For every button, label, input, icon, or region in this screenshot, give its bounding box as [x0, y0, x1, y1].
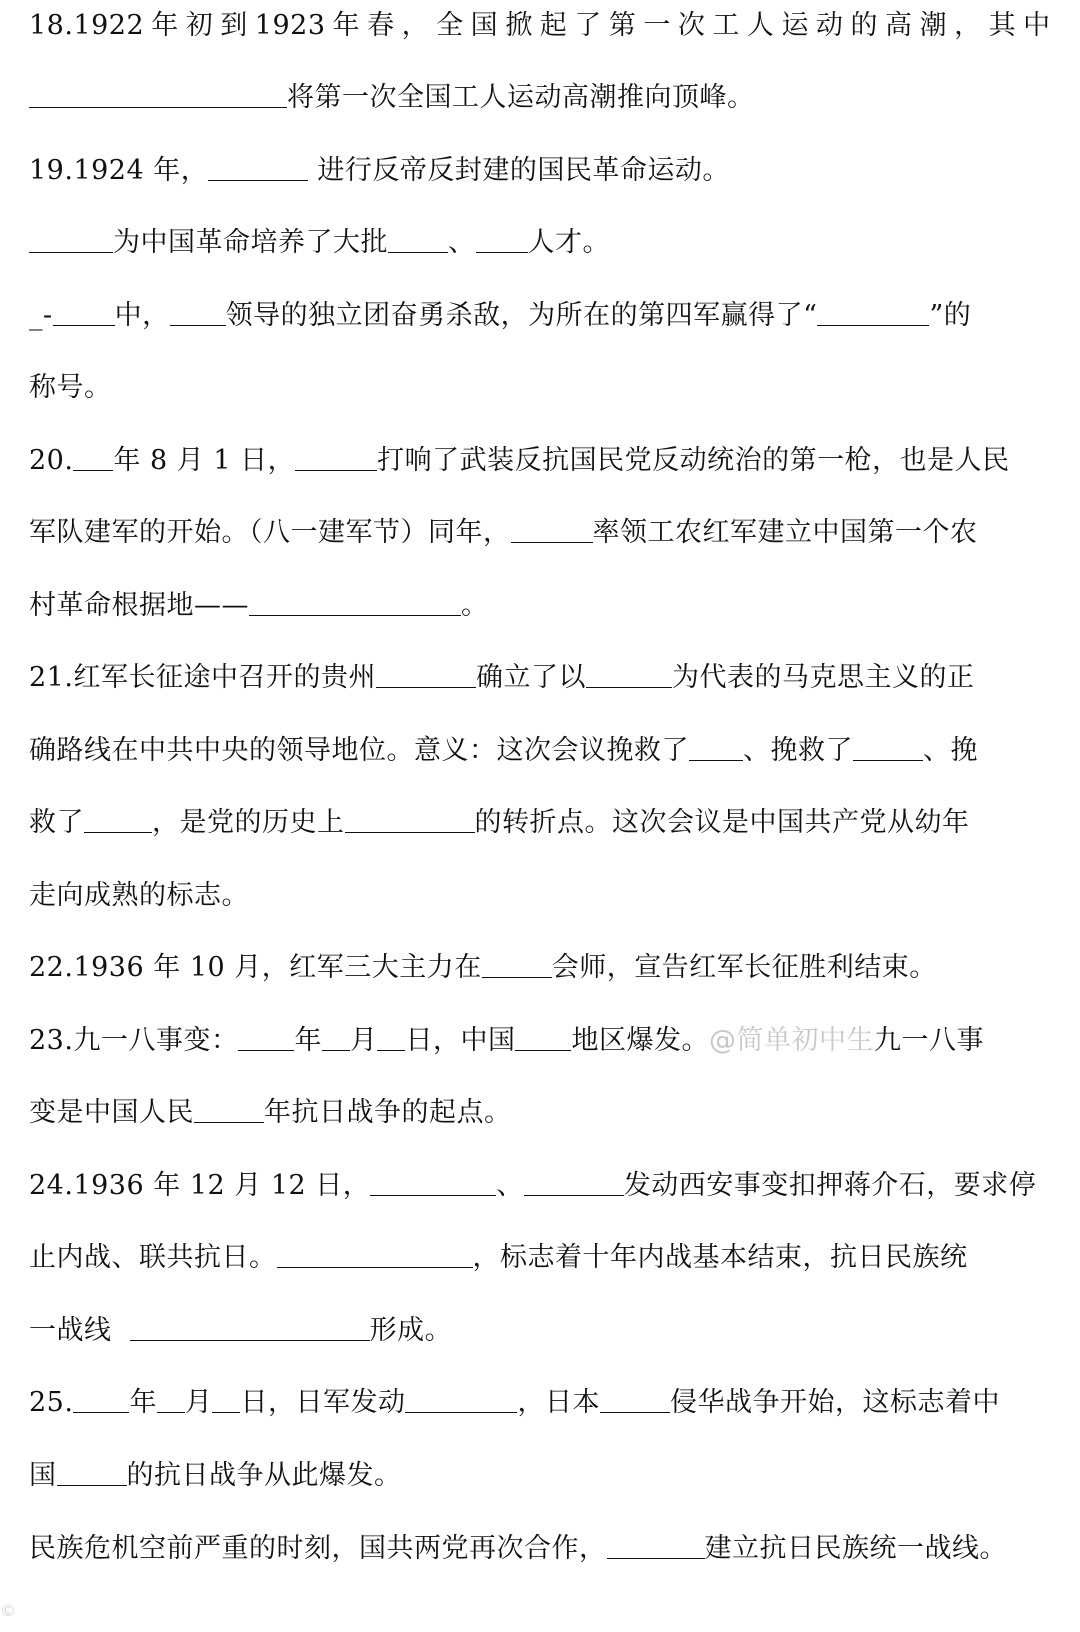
q24-line-3: [29, 1313, 1051, 1349]
q18-char: 次: [677, 10, 706, 41]
q18-char: 年: [332, 10, 361, 41]
fill-blank[interactable]: [84, 808, 152, 833]
q25-text: 的抗日战争从此爆发。: [126, 1460, 402, 1491]
fill-blank[interactable]: [295, 446, 377, 471]
fill-blank[interactable]: [57, 1461, 127, 1486]
q23-text: 地区爆发。: [571, 1025, 709, 1056]
q20-line-1: [29, 443, 1051, 479]
q19-text: 19.1924 年，: [29, 155, 209, 186]
fill-blank[interactable]: [515, 1026, 571, 1051]
q21-text: 走向成熟的标志。: [29, 880, 249, 911]
fill-blank[interactable]: [249, 591, 461, 616]
q23-text: 年抗日战争的起点。: [264, 1097, 512, 1128]
fill-blank[interactable]: [212, 1388, 240, 1413]
fill-blank[interactable]: [586, 663, 672, 688]
q19-text: 中，: [114, 300, 170, 331]
fill-blank[interactable]: [524, 1171, 624, 1196]
fill-blank[interactable]: [170, 301, 226, 326]
q18-char: 高: [885, 10, 913, 41]
q21-text: 的转折点。这次会议是中国共产党从幼年: [474, 807, 970, 838]
fill-blank[interactable]: [405, 1388, 517, 1413]
q18-char: 人: [746, 10, 775, 41]
q18-char: 动: [815, 10, 844, 41]
q23-text: 九一八事: [873, 1025, 984, 1056]
q19-text: 、: [448, 227, 476, 258]
q22-text: 22.1936 年 10 月，红军三大主力在: [29, 952, 482, 983]
fill-blank[interactable]: [345, 808, 475, 833]
q18-char: 其: [988, 10, 1017, 41]
q23-text: 月: [349, 1025, 378, 1056]
q25-text: ，日本: [517, 1387, 600, 1418]
q18-char: 一: [643, 10, 671, 41]
q18-char: 运: [781, 10, 809, 41]
q21-line-1: [29, 660, 1051, 696]
q18-char: 春: [367, 10, 395, 41]
q19-line-2: [29, 225, 1051, 261]
q25-text: 年: [129, 1387, 157, 1418]
q19-text: ”的: [929, 300, 972, 331]
q21-text: 、挽: [923, 735, 978, 766]
watermark-text: @简单初中生: [708, 1025, 874, 1056]
q24-line-2: [29, 1240, 1051, 1276]
fill-blank[interactable]: [29, 83, 287, 108]
corner-logo-icon: ©: [0, 1601, 16, 1620]
q21-line-4: [29, 878, 1051, 914]
q19-line-4: [29, 370, 1051, 406]
q25-line-3: [29, 1531, 1051, 1567]
q18-char: 中: [1023, 10, 1051, 41]
q20-text: 。: [461, 590, 489, 621]
q25-text: 25.: [29, 1387, 74, 1418]
q22-line-1: [29, 950, 1051, 986]
q24-text: 发动西安事变扣押蒋介石，要求停: [623, 1170, 1037, 1201]
q20-text: 率领工农红军建立中国第一个农: [592, 517, 978, 548]
q20-text: 军队建军的开始。（八一建军节）同年，: [29, 517, 511, 548]
q24-text: 止内战、联共抗日。: [29, 1242, 277, 1273]
q25-text: 建立抗日民族统一战线。: [704, 1533, 1007, 1564]
q19-text: 进行反帝反封建的国民革命运动。: [308, 155, 730, 186]
q25-line-2: [29, 1458, 1051, 1494]
q18-text: 将第一次全国工人运动高潮推向顶峰。: [287, 82, 755, 113]
q19-text: 称号。: [29, 372, 112, 403]
fill-blank[interactable]: [29, 228, 113, 253]
q19-text: 领导的独立团奋勇杀敌，为所在的第四军赢得了“: [225, 300, 818, 331]
q19-text: _-: [29, 300, 53, 331]
q23-text: 日，中国: [405, 1025, 516, 1056]
fill-blank[interactable]: [689, 736, 743, 761]
q20-line-3: [29, 588, 1051, 624]
q18-char: 年: [151, 10, 179, 41]
fill-blank[interactable]: [322, 1026, 350, 1051]
q21-text: 确立了以: [475, 662, 586, 693]
q25-text: 月: [184, 1387, 213, 1418]
q24-text: ，标志着十年内战基本结束，抗日民族统: [472, 1242, 968, 1273]
q21-line-3: [29, 805, 1051, 841]
fill-blank[interactable]: [376, 663, 476, 688]
q20-line-2: [29, 515, 1051, 551]
fill-blank[interactable]: [370, 1171, 496, 1196]
fill-blank[interactable]: [208, 156, 308, 181]
q25-line-1: [29, 1385, 1051, 1421]
q18-char: 潮: [919, 10, 948, 41]
fill-blank[interactable]: [277, 1243, 473, 1268]
q19-line-1: [29, 153, 1051, 189]
fill-blank[interactable]: [482, 953, 552, 978]
q23-text: 变是中国人民: [29, 1097, 194, 1128]
fill-blank[interactable]: [817, 301, 929, 326]
fill-blank[interactable]: [600, 1388, 670, 1413]
q25-text: 侵华战争开始，这标志着中: [669, 1387, 1000, 1418]
q18-char: 国: [470, 10, 499, 41]
q24-text: 一战线: [29, 1315, 112, 1346]
fill-blank[interactable]: [73, 1388, 129, 1413]
q20-text: 打响了武装反抗国民党反动统治的第一枪，也是人民: [377, 445, 1010, 476]
q22-text: 会师，宣告红军长征胜利结束。: [551, 952, 937, 983]
fill-blank[interactable]: [53, 301, 115, 326]
q20-text: 20.: [29, 445, 74, 476]
q18-char: 到: [220, 10, 248, 41]
q21-text: 、挽救了: [743, 735, 853, 766]
fill-blank[interactable]: [130, 1316, 370, 1341]
q24-text: 24.1936 年 12 月 12 日，: [29, 1170, 371, 1201]
fill-blank[interactable]: [73, 446, 113, 471]
q21-text: 为代表的马克思主义的正: [671, 662, 975, 693]
q18-char: 的: [850, 10, 878, 41]
q18-char: ，: [954, 10, 982, 41]
q18-char: 18.1922: [29, 10, 145, 41]
q25-text: 日，日军发动: [240, 1387, 406, 1418]
q21-text: 救了: [29, 807, 84, 838]
fill-blank[interactable]: [511, 518, 593, 543]
q20-text: 年 8 月 1 日，: [113, 445, 296, 476]
q25-text: 民族危机空前严重的时刻，国共两党再次合作，: [29, 1533, 607, 1564]
fill-blank[interactable]: [194, 1098, 264, 1123]
q18-char: ，: [401, 10, 430, 41]
q18-char: 了: [574, 10, 602, 41]
q23-line-2: [29, 1095, 1051, 1131]
fill-blank[interactable]: [388, 228, 448, 253]
q18-line-1: [29, 8, 1051, 44]
q18-char: 工: [712, 10, 740, 41]
q18-char: 第: [608, 10, 637, 41]
q18-line-2: [29, 80, 1051, 116]
q18-char: 初: [185, 10, 214, 41]
q24-text: 形成。: [369, 1315, 453, 1346]
q18-char: 全: [436, 10, 464, 41]
q21-text: ，是党的历史上: [152, 807, 345, 838]
fill-blank[interactable]: [377, 1026, 405, 1051]
q19-text: 人才。: [527, 227, 610, 258]
q21-text: 确路线在中共中央的领导地位。意义：这次会议挽救了: [29, 735, 689, 766]
q21-line-2: [29, 733, 1051, 769]
fill-blank[interactable]: [238, 1026, 294, 1051]
q18-char: 起: [539, 10, 568, 41]
q19-line-3: [29, 298, 1051, 334]
q23-line-1: [29, 1023, 1051, 1059]
fill-blank[interactable]: [157, 1388, 185, 1413]
q23-text: 年: [294, 1025, 322, 1056]
fill-blank[interactable]: [853, 736, 923, 761]
q18-char: 1923: [254, 10, 326, 41]
q25-text: 国: [29, 1460, 57, 1491]
q23-text: 23.九一八事变：: [29, 1025, 239, 1056]
q19-text: 为中国革命培养了大批: [113, 227, 388, 258]
q20-text: 村革命根据地——: [29, 590, 249, 621]
q24-line-1: [29, 1168, 1051, 1204]
q21-text: 21.红军长征途中召开的贵州: [29, 662, 376, 693]
fill-blank[interactable]: [476, 228, 528, 253]
q24-text: 、: [496, 1170, 524, 1201]
fill-blank[interactable]: [607, 1534, 705, 1559]
q18-char: 掀: [505, 10, 533, 41]
